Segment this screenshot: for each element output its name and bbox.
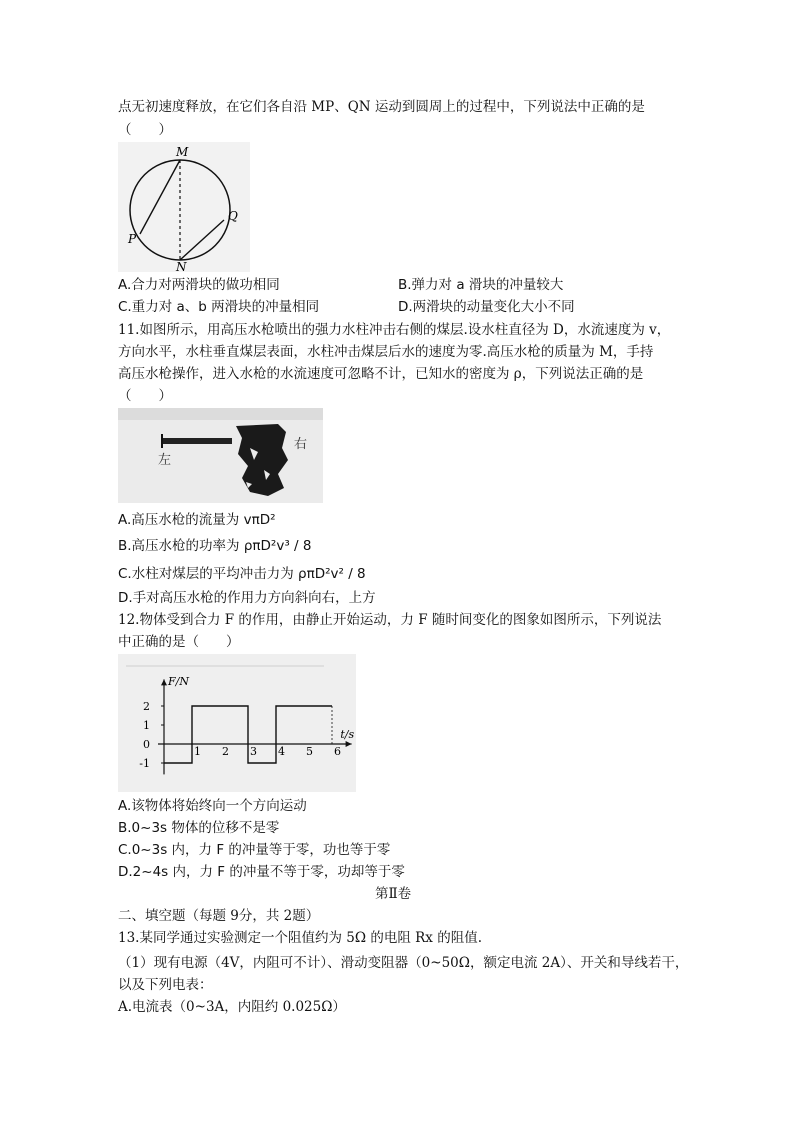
q12-option-b: B.0~3s 物体的位移不是零 [118,820,280,836]
q12-option-a: A.该物体将始终向一个方向运动 [118,798,307,814]
question-10-answer-parentheses: （ ） [118,122,172,138]
label-m: M [176,145,189,159]
label-n: N [176,260,187,272]
circle-figure [118,142,250,272]
q10-option-b: B.弹力对 a 滑块的冲量较大 [398,277,564,293]
x-tick-label: 5 [306,745,313,758]
q10-option-c: C.重力对 a、b 两滑块的冲量相同 [118,299,320,315]
y-tick-label: -1 [139,757,150,770]
q12-stem-line-2: 中正确的是（ ） [118,634,240,650]
figure-top-band [118,408,323,420]
q11-option-d: D.手对高压水枪的作用力方向斜向右，上方 [118,590,376,606]
water-gun-figure [118,408,323,503]
y-tick-label: 1 [143,719,150,732]
x-tick-label: 2 [222,745,229,758]
x-tick-label: 1 [194,745,201,758]
q13-option-a: A.电流表（0~3A，内阻约 0.025Ω） [118,999,346,1015]
q12-stem-line-1: 12.物体受到合力 F 的作用，由静止开始运动，力 F 随时间变化的图象如图所示，下列说法 [118,612,662,628]
x-tick-label: 4 [278,745,285,758]
q12-option-d: D.2~4s 内，力 F 的冲量不等于零，功却等于零 [118,864,405,880]
q11-option-a: A.高压水枪的流量为 vπD² [118,512,276,528]
y-axis-label: F/N [168,675,189,689]
label-p: P [128,232,137,246]
q11-stem-line-1: 11.如图所示，用高压水枪喷出的强力水柱冲击右侧的煤层.设水柱直径为 D，水流速度为 v， [118,322,671,338]
label-right: 右 [294,437,308,452]
question-10-stem-line: 点无初速度释放，在它们各自沿 MP、QN 运动到圆周上的过程中，下列说法中正确的是 [118,99,645,115]
q11-option-b: B.高压水枪的功率为 ρπD²v³ / 8 [118,538,312,554]
x-axis-label: t/s [340,728,355,741]
force-time-chart [118,654,356,792]
volume-ii-title: 第Ⅱ卷 [375,886,412,902]
q11-stem-line-3: 高压水枪操作，进入水枪的水流速度可忽略不计，已知水的密度为 ρ，下列说法正确的是 [118,366,644,382]
figure-background [118,408,323,503]
q13-stem-line-3: 以及下列电表： [118,977,213,993]
q13-stem-line-1: 13.某同学通过实验测定一个阻值约为 5Ω 的电阻 Rx 的阻值. [118,930,482,946]
y-tick-label: 2 [143,700,150,713]
x-tick-label: 6 [334,745,341,758]
q10-option-d: D.两滑块的动量变化大小不同 [398,299,575,315]
chart-background [118,654,356,792]
y-tick-label: 0 [143,738,150,751]
label-left: 左 [158,453,172,468]
x-tick-label: 3 [250,745,257,758]
label-q: Q [228,209,238,223]
q11-option-c: C.水柱对煤层的平均冲击力为 ρπD²v² / 8 [118,566,366,582]
q10-option-a: A.合力对两滑块的做功相同 [118,277,280,293]
q11-answer-parentheses: （ ） [118,388,172,404]
water-jet [162,438,232,444]
q13-stem-line-2: （1）现有电源（4V，内阻可不计）、滑动变阻器（0~50Ω，额定电流 2A）、开关和导线若干， [118,955,689,971]
q11-stem-line-2: 方向水平，水柱垂直煤层表面，水柱冲击煤层后水的速度为零.高压水枪的质量为 M，手持 [118,344,654,360]
q12-option-c: C.0~3s 内，力 F 的冲量等于零，功也等于零 [118,842,391,858]
fill-in-section-heading: 二、填空题（每题 9分，共 2题） [118,908,320,924]
